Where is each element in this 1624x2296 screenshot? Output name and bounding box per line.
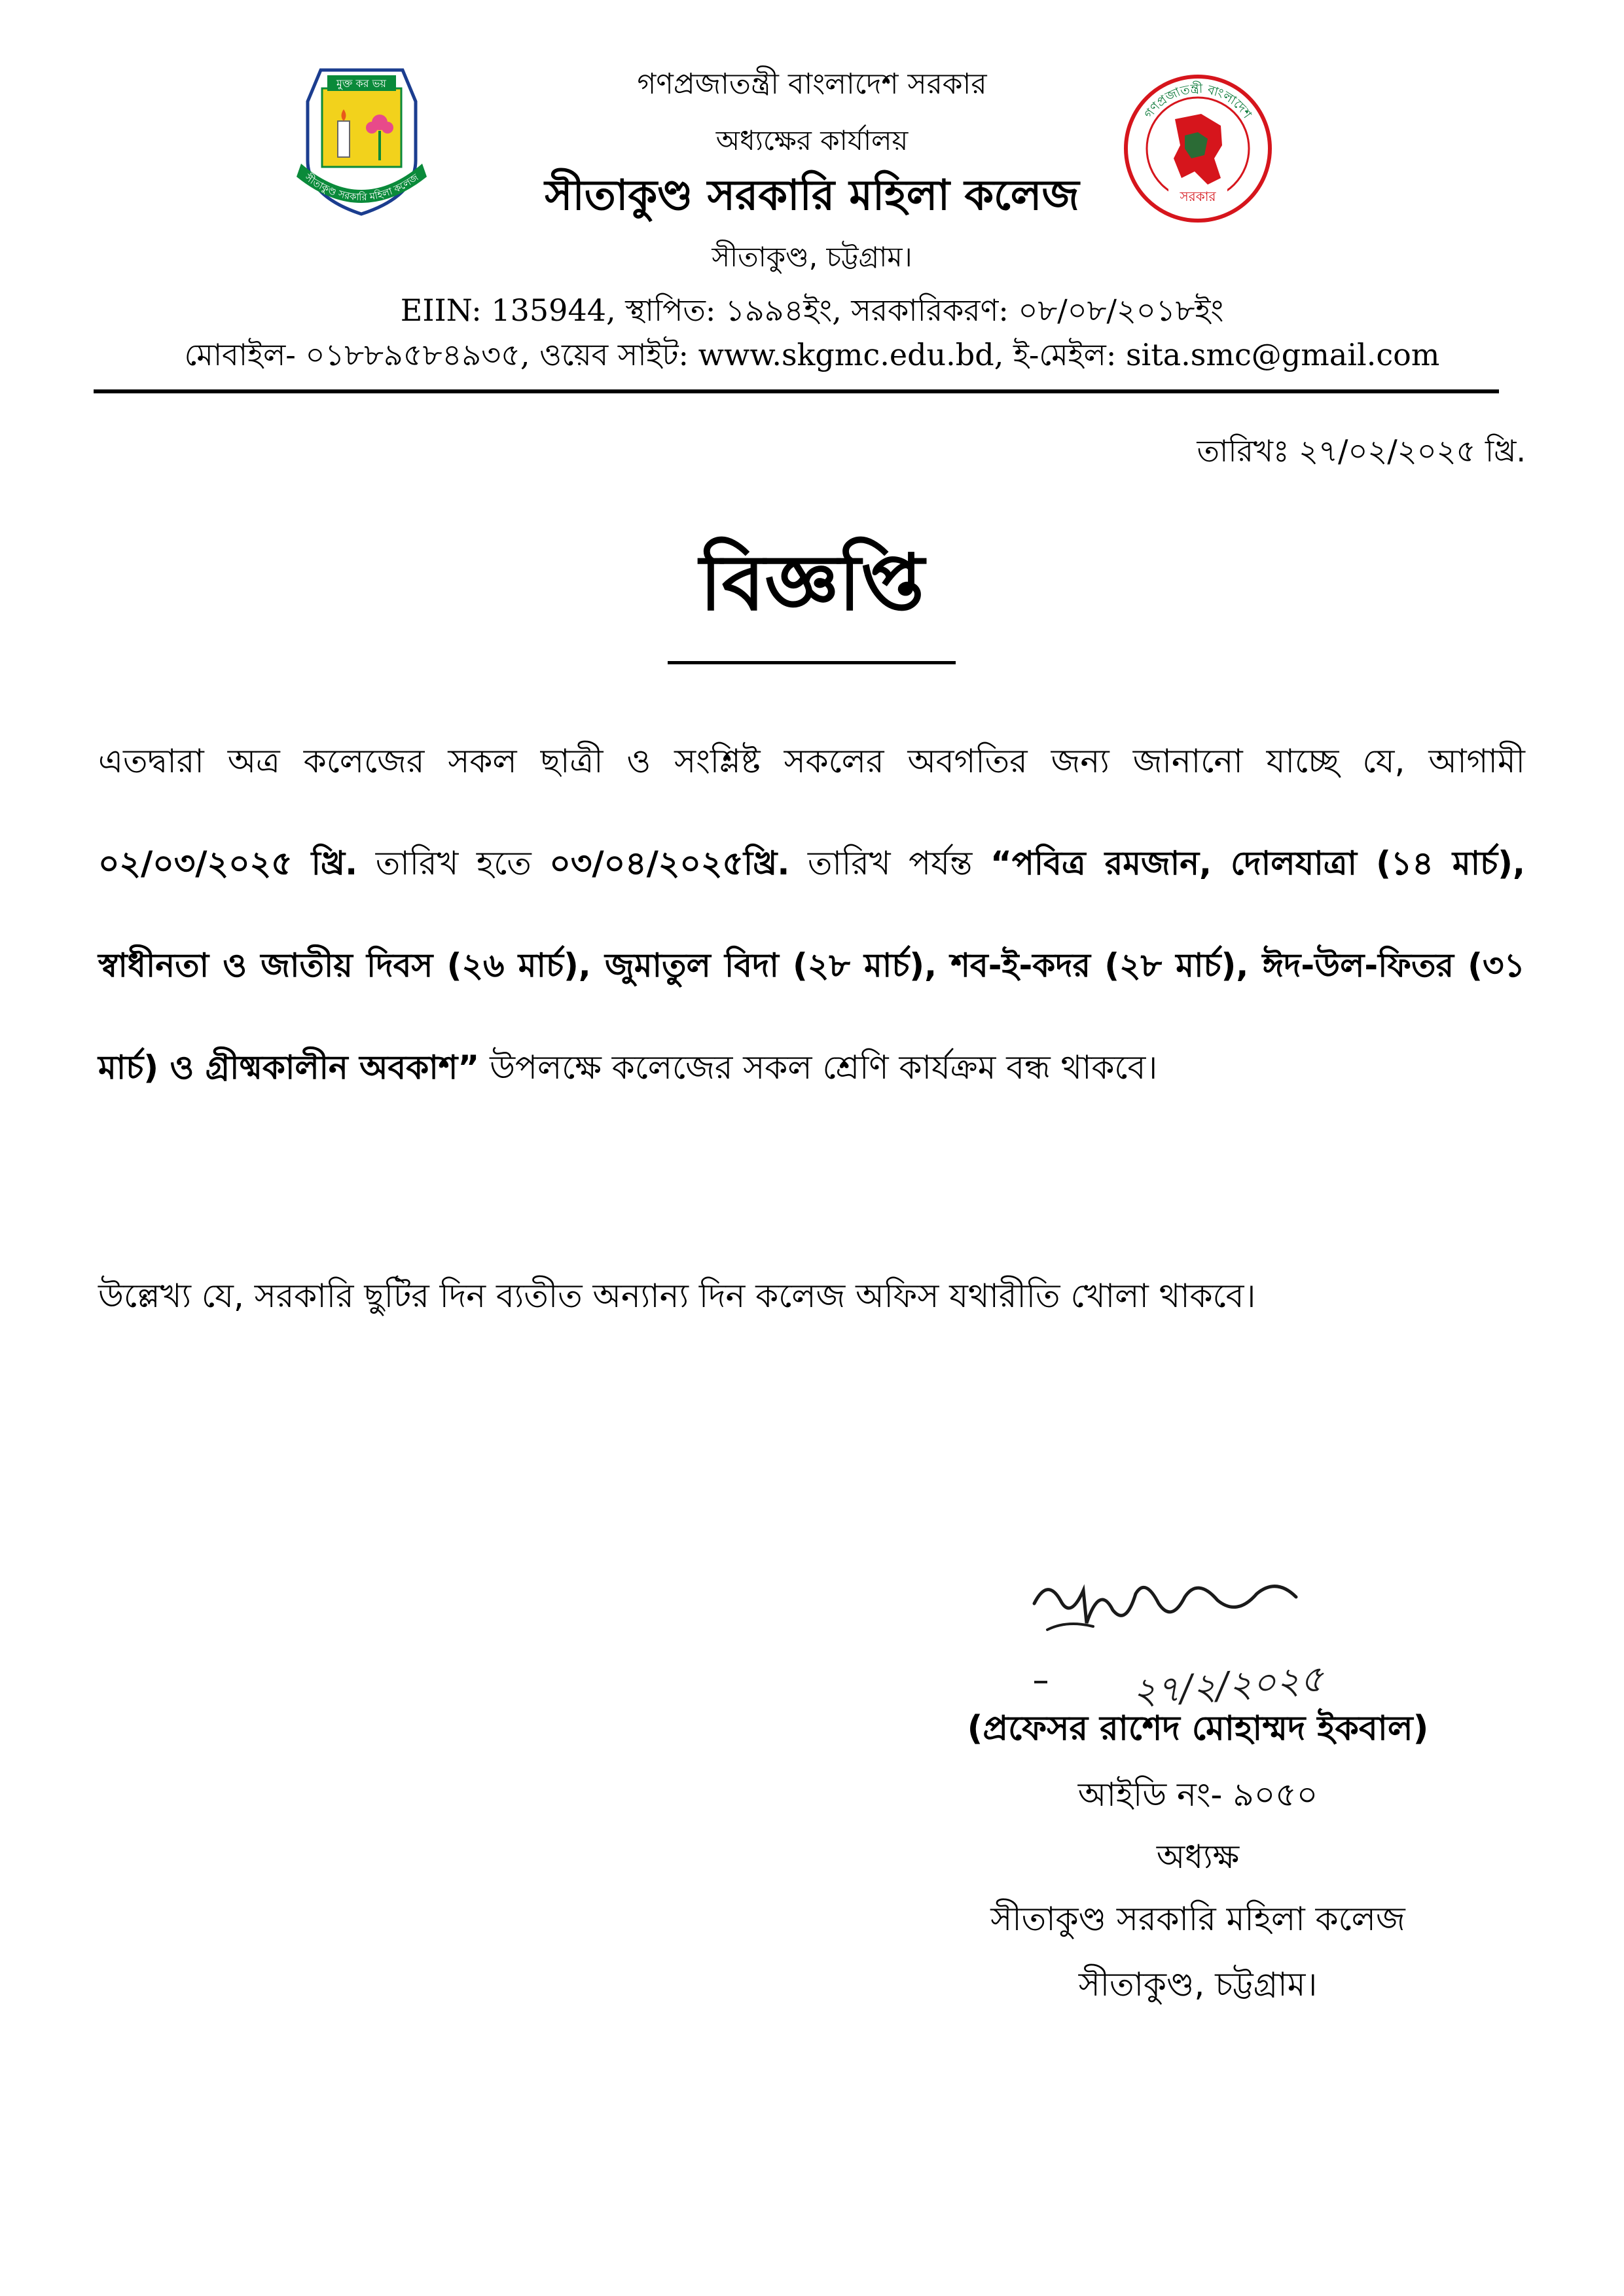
title-underline <box>668 661 956 664</box>
notice-title: বিজ্ঞপ্তি <box>699 537 925 628</box>
eiin-line: EIIN: 135944, স্থাপিত: ১৯৯৪ইং, সরকারিকরণ: ০৮/০৮/২০১৮ইং <box>400 293 1224 328</box>
para1-text-4: উপলক্ষে কলেজের সকল শ্রেণি কার্যক্রম বন্ধ থাকবে। <box>479 1049 1158 1086</box>
seal-top-text: গণপ্রজাতন্ত্রী বাংলাদেশ <box>1141 81 1255 122</box>
college-logo-motto: মুক্ত কর ভয় <box>336 77 386 90</box>
holiday-list: “পবিত্র রমজান, দোলযাত্রা (১৪ মার্চ), স্বাধীনতা ও জাতীয় দিবস (২৬ মার্চ), জুমাতুল বিদা (২৮ মার্চ), শব-ই-কদর (২৮ মার্চ), ঈদ-উল-ফিতর (৩১ মার্চ) ও গ্রীষ্মকালীন অবকাশ” <box>98 844 1525 1086</box>
para1-text-3: তারিখ পর্যন্ত <box>789 844 990 882</box>
government-line: গণপ্রজাতন্ত্রী বাংলাদেশ সরকার <box>637 67 987 101</box>
signature-date: ২৭/২/২০২৫ <box>1130 1657 1326 1713</box>
header-divider <box>94 389 1499 393</box>
signatory-name: (প্রফেসর রাশেদ মোহাম্মদ ইকবাল) <box>967 1709 1429 1748</box>
seal-bottom-text: সরকার <box>1180 188 1216 204</box>
college-location: সীতাকুণ্ড, চট্টগ্রাম। <box>712 241 912 273</box>
notice-date: তারিখঃ ২৭/০২/২০২৫ খ্রি. <box>1197 433 1526 469</box>
college-logo-ring-text: সীতাকুণ্ড সরকারি মহিলা কলেজ <box>302 171 421 204</box>
from-date: ০২/০৩/২০২৫ খ্রি. <box>98 844 358 882</box>
signatory-location: সীতাকুণ্ড, চট্টগ্রাম। <box>1078 1965 1318 2003</box>
to-date: ০৩/০৪/২০২৫খ্রি. <box>549 844 790 882</box>
notice-paragraph-1 <box>98 710 1525 1119</box>
signatory-designation: অধ্যক্ষ <box>1156 1838 1240 1876</box>
signatory-id: আইডি নং- ৯০৫০ <box>1077 1776 1318 1814</box>
para1-text-2: তারিখ হতে <box>357 844 550 882</box>
government-seal <box>1123 73 1273 224</box>
notice-paragraph-2: উল্লেখ্য যে, সরকারি ছুটির দিন ব্যতীত অন্যান্য দিন কলেজ অফিস যথারীতি খোলা থাকবে। <box>98 1277 1256 1315</box>
office-line: অধ্যক্ষের কার্যালয় <box>715 124 909 156</box>
college-name: সীতাকুণ্ড সরকারি মহিলা কলেজ <box>545 171 1079 220</box>
contact-line: মোবাইল- ০১৮৮৯৫৮৪৯৩৫, ওয়েব সাইট: www.skgmc.edu.bd, ই-মেইল: sita.smc@gmail.com <box>184 337 1440 372</box>
signatory-college: সীতাকুণ্ড সরকারি মহিলা কলেজ <box>990 1900 1405 1938</box>
para1-text-1: এতদ্বারা অত্র কলেজের সকল ছাত্রী ও সংশ্লিষ্ট সকলের অবগতির জন্য জানানো যাচ্ছে যে, আগামী <box>98 742 1525 780</box>
